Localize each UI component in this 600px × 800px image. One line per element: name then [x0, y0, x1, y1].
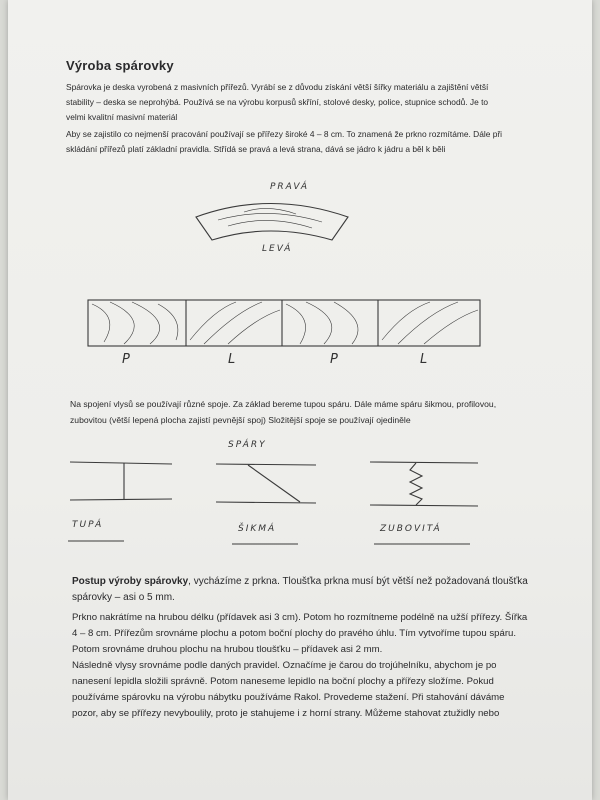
paragraph-gluing: Následně vlysy srovnáme podle daných pravidel. Označíme je čarou do trojúhelníku, abychom je po nanesení lepidla složili správně. Potom naneseme lepidlo na boční plochy a přířezy složíme. Pokud používáme spárovku na výrobu nábytku používáme Rakol. Provedeme stažení. Při stahování dáváme pozor, aby se přířezy nevyboulily, proto je stahujeme i z horní strany. Můžeme stahovat ztužidly nebo: [72, 660, 505, 719]
paragraph-rules: Aby se zajistilo co nejmenší pracování používají se přířezy široké 4 – 8 cm. To znamená že prkno rozmítáme. Dále při skládání přířezů platí základní pravidla. Střídá se pravá a levá strana, dává se jádro k jádru a běl k běli: [66, 129, 503, 154]
board-label-3: P: [330, 352, 340, 367]
arc-label-left: LEVÁ: [262, 244, 293, 254]
paragraph-joints: Na spojení vlysů se používají různé spoje. Za základ bereme tupou spáru. Dále máme spáru šikmou, profilovou, zubovitou (větší lepená plocha zajistí pevnější spoj) Složitější spoje se používají ojediněle: [70, 399, 497, 425]
board-label-2: L: [228, 352, 238, 367]
tongue-joint-sketch: [370, 462, 478, 506]
board-label-4: L: [420, 352, 430, 367]
joint-label-butt: TUPÁ: [72, 520, 104, 530]
paragraph-intro: Spárovka je deska vyrobená z masivních přířezů. Vyrábí se z důvodu získání větší šířky materiálu a zajištění větší stability – deska se neprohýbá. Používá se na výrobu korpusů skříní, stolové desky, police, stupnice schodů. Je to velmi kvalitní masivní materiál: [66, 82, 489, 122]
bevel-joint-sketch: [216, 464, 316, 503]
joints-heading: SPÁRY: [228, 440, 267, 450]
document-title: Výroba spárovky: [66, 58, 174, 73]
joint-label-bevel: ŠIKMÁ: [238, 524, 277, 534]
procedure-heading: Postup výroby spárovky: [72, 576, 189, 587]
butt-joint-sketch: [70, 462, 172, 500]
procedure-intro: , vycházíme z prkna. Tloušťka prkna musí být větší než požadovaná tloušťka spárovky – asi o 5 mm.: [72, 576, 528, 603]
joint-label-tongue: ZUBOVITÁ: [380, 524, 442, 534]
arc-label-right: PRAVÁ: [270, 182, 310, 192]
board-label-1: P: [122, 352, 132, 367]
paragraph-cutting: Prkno nakrátíme na hrubou délku (přídavek asi 3 cm). Potom ho rozmítneme podélně na užší přířezy. Šířka 4 – 8 cm. Přířezům srovnáme plochu a potom boční plochy do pravého úhlu. Tím vytvoříme tupou spáru. Potom srovnáme druhou plochu na hrubou tloušťku – přídavek asi 2 mm.: [72, 612, 528, 655]
paragraph-procedure: [72, 574, 532, 606]
